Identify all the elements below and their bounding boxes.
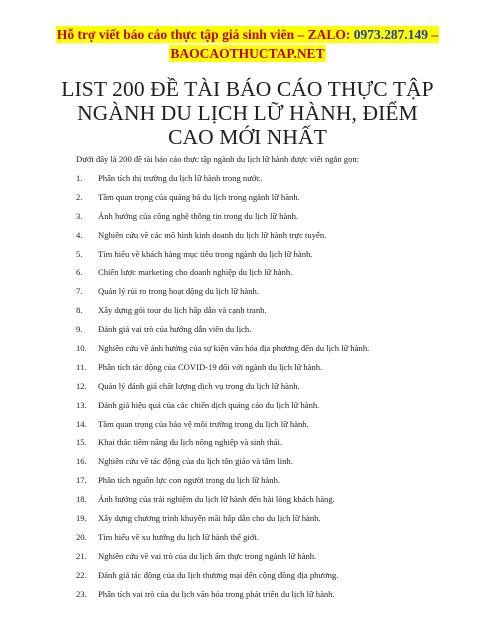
list-item-text: Nghiên cứu về các mô hình kinh doanh du lịch lữ hành trực tuyến. xyxy=(98,229,327,240)
list-item-text: Quản lý đánh giá chất lượng dịch vụ trong du lịch lữ hành. xyxy=(98,380,300,391)
list-item-text: Nghiên cứu về tác động của du lịch tôn giáo và tâm linh. xyxy=(98,456,293,467)
list-item-number: 4. xyxy=(76,229,83,240)
list-item-text: Xây dựng chương trình khuyến mãi hấp dẫn cho du lịch lữ hành. xyxy=(98,513,321,524)
list-item-text: Đánh giá tác động của du lịch thương mại đến cộng đồng địa phương. xyxy=(98,569,339,580)
document-title xyxy=(40,77,455,149)
list-item xyxy=(76,211,369,230)
intro-paragraph: Dưới đây là 200 đề tài báo cáo thực tập ngành du lịch lữ hành được viết ngắn gọn: xyxy=(76,154,360,164)
list-item-text: Ảnh hưởng của công nghệ thông tin trong du lịch lữ hành. xyxy=(98,210,299,221)
list-item xyxy=(76,267,369,286)
list-item-text: Đánh giá hiệu quả của các chiến dịch quảng cáo du lịch lữ hành. xyxy=(98,399,320,410)
list-item-text: Tìm hiểu về khách hàng mục tiêu trong ngành du lịch lữ hành. xyxy=(98,248,313,259)
list-item-number: 16. xyxy=(76,456,87,467)
list-item-number: 12. xyxy=(76,380,87,391)
list-item-text: Xây dựng gói tour du lịch hấp dẫn và cạnh tranh. xyxy=(98,305,267,316)
list-item-number: 18. xyxy=(76,494,87,505)
list-item xyxy=(76,305,369,324)
list-item xyxy=(76,475,369,494)
list-item-number: 21. xyxy=(76,550,87,561)
list-item-number: 10. xyxy=(76,343,87,354)
list-item-number: 9. xyxy=(76,324,83,335)
list-item-number: 3. xyxy=(76,210,83,221)
list-item-number: 1. xyxy=(76,173,83,183)
list-item xyxy=(76,324,369,343)
list-item xyxy=(76,400,369,419)
title-line-2: NGÀNH DU LỊCH LỮ HÀNH, ĐIỂM xyxy=(77,101,418,125)
list-item xyxy=(76,513,369,532)
list-item xyxy=(76,249,369,268)
list-item-number: 22. xyxy=(76,569,87,580)
list-item xyxy=(76,192,369,211)
list-item-text: Phân tích thị trường du lịch lữ hành trong nước. xyxy=(98,173,263,183)
list-item xyxy=(76,570,369,589)
topic-list xyxy=(76,173,369,607)
list-item-text: Tầm quan trọng của bảo vệ môi trường trong du lịch lữ hành. xyxy=(98,418,309,429)
list-item-text: Phân tích vai trò của du lịch văn hóa trong phát triển du lịch lữ hành. xyxy=(98,588,335,599)
contact-banner xyxy=(0,26,495,63)
list-item xyxy=(76,343,369,362)
list-item-number: 13. xyxy=(76,399,87,410)
list-item-text: Phân tích tác động của COVID-19 đối với ngành du lịch lữ hành. xyxy=(98,361,323,372)
list-item-number: 14. xyxy=(76,418,87,429)
list-item-text: Tìm hiểu về xu hướng du lịch lữ hành thế giới. xyxy=(98,531,259,542)
list-item xyxy=(76,532,369,551)
banner-phone[interactable]: 0973.287.149 xyxy=(353,27,428,42)
list-item-number: 7. xyxy=(76,286,83,297)
list-item-number: 15. xyxy=(76,437,87,448)
list-item-number: 2. xyxy=(76,191,83,202)
list-item-number: 5. xyxy=(76,248,83,259)
list-item xyxy=(76,286,369,305)
list-item xyxy=(76,230,369,249)
list-item-text: Đánh giá vai trò của hướng dẫn viên du lịch. xyxy=(98,324,252,335)
list-item-number: 8. xyxy=(76,305,83,316)
list-item-text: Khai thác tiềm năng du lịch nông nghiệp và sinh thái. xyxy=(98,437,283,448)
list-item xyxy=(76,494,369,513)
banner-line-1 xyxy=(56,26,439,43)
list-item-number: 17. xyxy=(76,475,87,486)
list-item-text: Chiến lược marketing cho doanh nghiệp du lịch lữ hành. xyxy=(98,267,293,278)
list-item xyxy=(76,456,369,475)
title-line-1: LIST 200 ĐỀ TÀI BÁO CÁO THỰC TẬP xyxy=(61,77,434,101)
list-item-number: 19. xyxy=(76,513,87,524)
list-item xyxy=(76,362,369,381)
banner-dash: – xyxy=(427,27,439,42)
list-item-number: 20. xyxy=(76,531,87,542)
list-item xyxy=(76,551,369,570)
list-item-text: Ảnh hưởng của trải nghiệm du lịch lữ hành đến hài lòng khách hàng. xyxy=(98,494,335,505)
list-item-text: Quản lý rủi ro trong hoạt động du lịch lữ hành. xyxy=(98,286,259,297)
list-item-text: Nghiên cứu về vai trò của du lịch ẩm thực trong ngành lữ hành. xyxy=(98,550,317,561)
list-item-number: 23. xyxy=(76,588,87,599)
list-item xyxy=(76,589,369,608)
list-item-number: 6. xyxy=(76,267,83,278)
banner-website-link[interactable]: BAOCAOTHUCTAP.NET xyxy=(170,46,325,61)
list-item xyxy=(76,381,369,400)
list-item-text: Nghiên cứu về ảnh hưởng của sự kiện văn hóa địa phương đến du lịch lữ hành. xyxy=(98,343,370,354)
list-item xyxy=(76,419,369,438)
list-item xyxy=(76,173,369,192)
title-line-3: CAO MỚI NHẤT xyxy=(168,125,327,149)
list-item xyxy=(76,437,369,456)
list-item-text: Phân tích nguồn lực con người trong du lịch lữ hành. xyxy=(98,475,281,486)
list-item-number: 11. xyxy=(76,361,87,372)
list-item-text: Tầm quan trọng của quảng bá du lịch trong ngành lữ hành. xyxy=(98,191,300,202)
banner-support-text: Hỗ trợ viết báo cáo thực tập giá sinh viên – ZALO: xyxy=(56,27,354,42)
